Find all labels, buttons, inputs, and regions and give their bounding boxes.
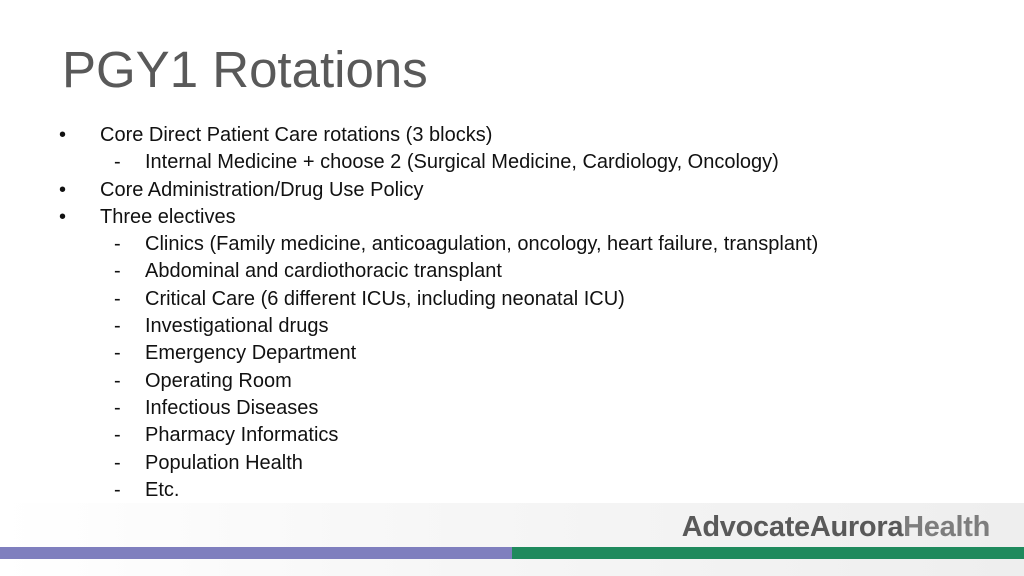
slide-title: PGY1 Rotations [62, 41, 428, 98]
dash-marker: - [114, 287, 121, 310]
rotation-bullet-list [0, 122, 1024, 504]
sub-bullet-item-internal-medicine [0, 149, 1024, 176]
dash-marker: - [114, 369, 121, 392]
sub-bullet-text: Investigational drugs [145, 315, 329, 338]
sub-bullet-item-etc [0, 477, 1024, 504]
bullet-text: Core Administration/Drug Use Policy [100, 178, 424, 201]
sub-bullet-item-infectious-diseases [0, 395, 1024, 422]
sub-bullet-item-emergency-department [0, 340, 1024, 367]
dash-marker: - [114, 424, 121, 447]
bullet-marker: • [59, 178, 67, 201]
dash-marker: - [114, 396, 121, 419]
sub-bullet-item-clinics [0, 231, 1024, 258]
sub-bullet-item-population-health [0, 450, 1024, 477]
logo-text-secondary: Health [903, 511, 990, 543]
bullet-text: Core Direct Patient Care rotations (3 blocks) [100, 124, 493, 146]
bullet-marker: • [59, 205, 67, 228]
bullet-text: Three electives [100, 205, 236, 228]
bullet-item-core-administration [0, 177, 1024, 204]
sub-bullet-text: Abdominal and cardiothoracic transplant [145, 260, 502, 283]
sub-bullet-text: Critical Care (6 different ICUs, including neonatal ICU) [145, 287, 625, 310]
sub-bullet-text: Internal Medicine + choose 2 (Surgical Medicine, Cardiology, Oncology) [145, 151, 779, 174]
advocate-aurora-health-logo [682, 507, 990, 547]
sub-bullet-item-investigational-drugs [0, 313, 1024, 340]
sub-bullet-text: Operating Room [145, 369, 292, 392]
bullet-item-core-direct-patient-care [0, 122, 1024, 149]
footer-purple-bar [0, 547, 512, 559]
sub-bullet-item-transplant [0, 258, 1024, 285]
sub-bullet-text: Emergency Department [145, 342, 357, 365]
footer-green-bar [512, 547, 1024, 559]
dash-marker: - [114, 478, 121, 501]
dash-marker: - [114, 315, 121, 338]
dash-marker: - [114, 342, 121, 365]
dash-marker: - [114, 451, 121, 474]
sub-bullet-item-critical-care [0, 286, 1024, 313]
sub-bullet-text: Population Health [145, 451, 303, 474]
bullet-item-three-electives [0, 204, 1024, 231]
dash-marker: - [114, 151, 121, 174]
dash-marker: - [114, 233, 121, 256]
logo-text-primary: AdvocateAurora [681, 511, 904, 543]
bullet-marker: • [59, 124, 67, 146]
sub-bullet-text: Infectious Diseases [145, 396, 319, 419]
sub-bullet-item-operating-room [0, 368, 1024, 395]
sub-bullet-text: Etc. [145, 478, 180, 501]
sub-bullet-item-pharmacy-informatics [0, 422, 1024, 449]
sub-bullet-text: Pharmacy Informatics [145, 424, 339, 447]
sub-bullet-text: Clinics (Family medicine, anticoagulation, oncology, heart failure, transplant) [145, 233, 819, 256]
dash-marker: - [114, 260, 121, 283]
